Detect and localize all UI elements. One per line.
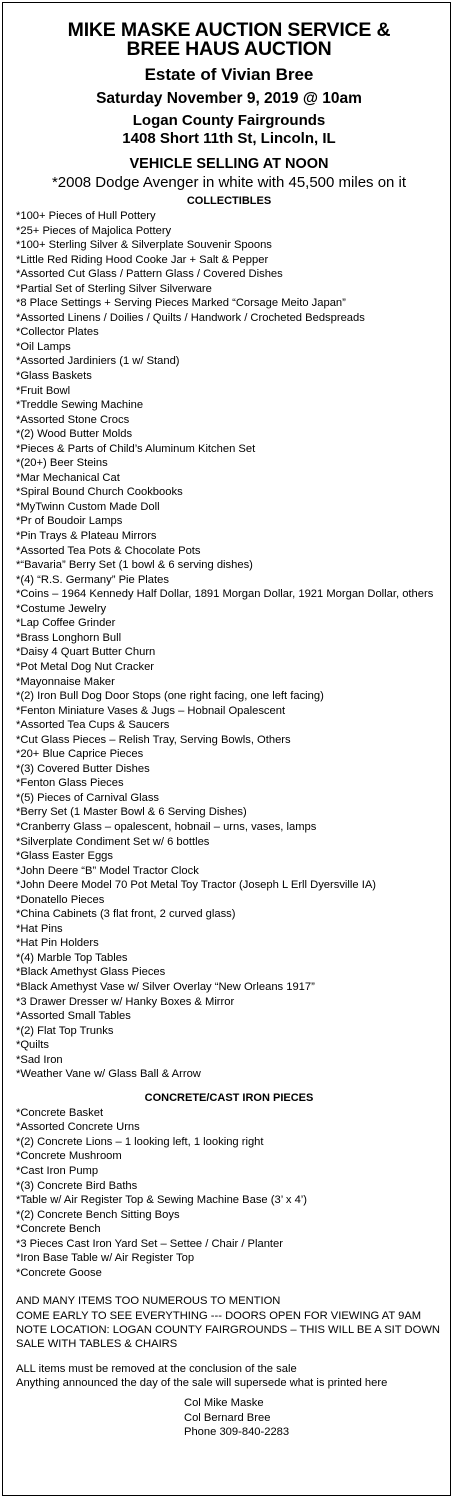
- auctioneer-1: Col Mike Maske: [184, 1397, 264, 1410]
- collectible-item: *(2) Flat Top Trunks: [16, 1024, 114, 1037]
- concrete-item: *Iron Base Table w/ Air Register Top: [16, 1252, 195, 1265]
- concrete-item: *(2) Concrete Bench Sitting Boys: [16, 1208, 180, 1221]
- collectible-item: *Quilts: [16, 1039, 49, 1052]
- concrete-item: *Assorted Concrete Urns: [16, 1121, 140, 1134]
- collectible-item: *(5) Pieces of Carnival Glass: [16, 791, 160, 804]
- note-removal: ALL items must be removed at the conclusion of the sale: [16, 1362, 297, 1375]
- collectible-item: *Lap Coffee Grinder: [16, 617, 116, 630]
- collectible-item: *(4) “R.S. Germany” Pie Plates: [16, 573, 169, 586]
- collectible-item: *Glass Baskets: [16, 370, 92, 383]
- concrete-item: *Concrete Goose: [16, 1266, 102, 1279]
- collectible-item: *8 Place Settings + Serving Pieces Marked “Corsage Meito Japan”: [16, 297, 346, 310]
- collectible-item: *Sad Iron: [16, 1053, 63, 1066]
- ad-title: [16, 21, 442, 59]
- collectible-item: *Hat Pin Holders: [16, 937, 99, 950]
- signature-block: [184, 1396, 442, 1440]
- collectible-item: *Pin Trays & Plateau Mirrors: [16, 530, 157, 543]
- collectible-item: *3 Drawer Dresser w/ Hanky Boxes & Mirror: [16, 995, 235, 1008]
- collectible-item: *Assorted Linens / Doilies / Quilts / Handwork / Crocheted Bedspreads: [16, 311, 365, 324]
- collectible-item: *Cranberry Glass – opalescent, hobnail – urns, vases, lamps: [16, 820, 317, 833]
- collectible-item: *Partial Set of Sterling Silver Silverware: [16, 282, 212, 295]
- collectible-item: *Black Amethyst Glass Pieces: [16, 966, 166, 979]
- ad-content: [3, 3, 450, 1440]
- collectible-item: *Daisy 4 Quart Butter Churn: [16, 646, 156, 659]
- phone-number: Phone 309-840-2283: [184, 1426, 290, 1439]
- vehicle-description: *2008 Dodge Avenger in white with 45,500 miles on it: [51, 174, 407, 191]
- collectible-item: *Berry Set (1 Master Bowl & 6 Serving Dishes): [16, 806, 247, 819]
- concrete-item: *Cast Iron Pump: [16, 1165, 99, 1177]
- collectible-item: *Glass Easter Eggs: [16, 850, 114, 863]
- concrete-item: *Concrete Basket: [16, 1106, 104, 1119]
- collectible-item: *Spiral Bound Church Cookbooks: [16, 486, 183, 499]
- location-block: [16, 112, 442, 148]
- collectible-item: *China Cabinets (3 flat front, 2 curved glass): [16, 908, 236, 921]
- title-line-1: MIKE MASKE AUCTION SERVICE &: [67, 19, 391, 41]
- collectible-item: *Pot Metal Dog Nut Cracker: [16, 660, 155, 673]
- terms-block: [16, 1362, 442, 1391]
- collectible-item: *Costume Jewelry: [16, 602, 107, 615]
- concrete-item: *(2) Concrete Lions – 1 looking left, 1 looking right: [16, 1135, 264, 1148]
- collectible-item: *(2) Wood Butter Molds: [16, 428, 133, 441]
- collectibles-list: [16, 209, 442, 1082]
- collectible-item: *John Deere “B” Model Tractor Clock: [16, 864, 199, 877]
- collectible-item: *Mar Mechanical Cat: [16, 471, 120, 484]
- collectible-item: *Collector Plates: [16, 326, 99, 339]
- collectible-item: *Assorted Tea Pots & Chocolate Pots: [16, 544, 201, 557]
- auction-ad: [2, 2, 451, 1496]
- concrete-list: [16, 1106, 442, 1281]
- collectible-item: *Pieces & Parts of Child’s Aluminum Kitchen Set: [16, 442, 256, 455]
- collectible-item: *Silverplate Condiment Set w/ 6 bottles: [16, 835, 210, 848]
- collectible-item: *Assorted Small Tables: [16, 1010, 131, 1023]
- note-location: NOTE LOCATION: LOGAN COUNTY FAIRGROUNDS – THIS WILL BE A SIT DOWN SALE WITH TABLES & CHAIRS: [16, 1323, 440, 1351]
- collectible-item: *Black Amethyst Vase w/ Silver Overlay “New Orleans 1917”: [16, 980, 315, 993]
- collectibles-heading: COLLECTIBLES: [186, 195, 272, 207]
- collectible-item: *Assorted Tea Cups & Saucers: [16, 719, 170, 732]
- collectible-item: *Oil Lamps: [16, 340, 71, 353]
- location-address: 1408 Short 11th St, Lincoln, IL: [122, 130, 336, 147]
- collectible-item: *100+ Pieces of Hull Pottery: [16, 210, 156, 222]
- collectible-item: *100+ Sterling Silver & Silverplate Souvenir Spoons: [16, 239, 272, 252]
- sale-date: Saturday November 9, 2019 @ 10am: [96, 90, 362, 107]
- collectible-item: *Coins – 1964 Kennedy Half Dollar, 1891 Morgan Dollar, 1921 Morgan Dollar, others: [16, 588, 434, 601]
- collectible-item: *Fenton Miniature Vases & Jugs – Hobnail Opalescent: [16, 704, 286, 717]
- note-come-early: COME EARLY TO SEE EVERYTHING --- DOORS OPEN FOR VIEWING AT 9AM: [16, 1309, 422, 1322]
- note-supersede: Anything announced the day of the sale will supersede what is printed here: [16, 1376, 388, 1389]
- collectible-item: *Hat Pins: [16, 922, 63, 935]
- collectible-item: *Cut Glass Pieces – Relish Tray, Serving Bowls, Others: [16, 733, 291, 746]
- estate-name: Estate of Vivian Bree: [144, 65, 314, 84]
- collectible-item: *Little Red Riding Hood Cooke Jar + Salt & Pepper: [16, 253, 269, 266]
- auctioneer-2: Col Bernard Bree: [184, 1411, 271, 1424]
- collectible-item: *(3) Covered Butter Dishes: [16, 762, 150, 775]
- collectible-item: *Assorted Cut Glass / Pattern Glass / Covered Dishes: [16, 268, 283, 281]
- collectible-item: *(2) Iron Bull Dog Door Stops (one right facing, one left facing): [16, 690, 324, 703]
- concrete-heading: CONCRETE/CAST IRON PIECES: [144, 1091, 314, 1104]
- collectible-item: *Donatello Pieces: [16, 893, 105, 906]
- location-name: Logan County Fairgrounds: [132, 112, 326, 129]
- collectible-item: *25+ Pieces of Majolica Pottery: [16, 224, 172, 237]
- collectible-item: *(20+) Beer Steins: [16, 457, 108, 470]
- collectible-item: *(4) Marble Top Tables: [16, 951, 128, 964]
- collectible-item: *“Bavaria” Berry Set (1 bowl & 6 serving dishes): [16, 559, 253, 572]
- collectible-item: *Assorted Jardiniers (1 w/ Stand): [16, 355, 180, 368]
- collectible-item: *Treddle Sewing Machine: [16, 399, 144, 412]
- vehicle-heading: VEHICLE SELLING AT NOON: [129, 156, 329, 172]
- title-line-2: BREE HAUS AUCTION: [126, 38, 332, 60]
- concrete-item: *Concrete Mushroom: [16, 1150, 122, 1163]
- collectible-item: *MyTwinn Custom Made Doll: [16, 500, 160, 513]
- collectible-item: *Brass Longhorn Bull: [16, 631, 122, 644]
- concrete-item: *(3) Concrete Bird Baths: [16, 1179, 138, 1192]
- collectible-item: *Fenton Glass Pieces: [16, 777, 124, 790]
- collectible-item: *Assorted Stone Crocs: [16, 413, 130, 426]
- collectible-item: *Pr of Boudoir Lamps: [16, 515, 123, 528]
- collectible-item: *Weather Vane w/ Glass Ball & Arrow: [16, 1068, 201, 1081]
- note-many-items: AND MANY ITEMS TOO NUMEROUS TO MENTION: [16, 1295, 281, 1308]
- collectible-item: *Mayonnaise Maker: [16, 675, 115, 688]
- concrete-item: *3 Pieces Cast Iron Yard Set – Settee / Chair / Planter: [16, 1237, 283, 1250]
- collectible-item: *20+ Blue Caprice Pieces: [16, 748, 144, 761]
- concrete-item: *Table w/ Air Register Top & Sewing Machine Base (3’ x 4’): [16, 1194, 308, 1207]
- collectible-item: *John Deere Model 70 Pot Metal Toy Tractor (Joseph L Erll Dyersville IA): [16, 879, 377, 892]
- collectible-item: *Fruit Bowl: [16, 384, 71, 397]
- notes-block: [16, 1294, 442, 1351]
- concrete-item: *Concrete Bench: [16, 1223, 101, 1236]
